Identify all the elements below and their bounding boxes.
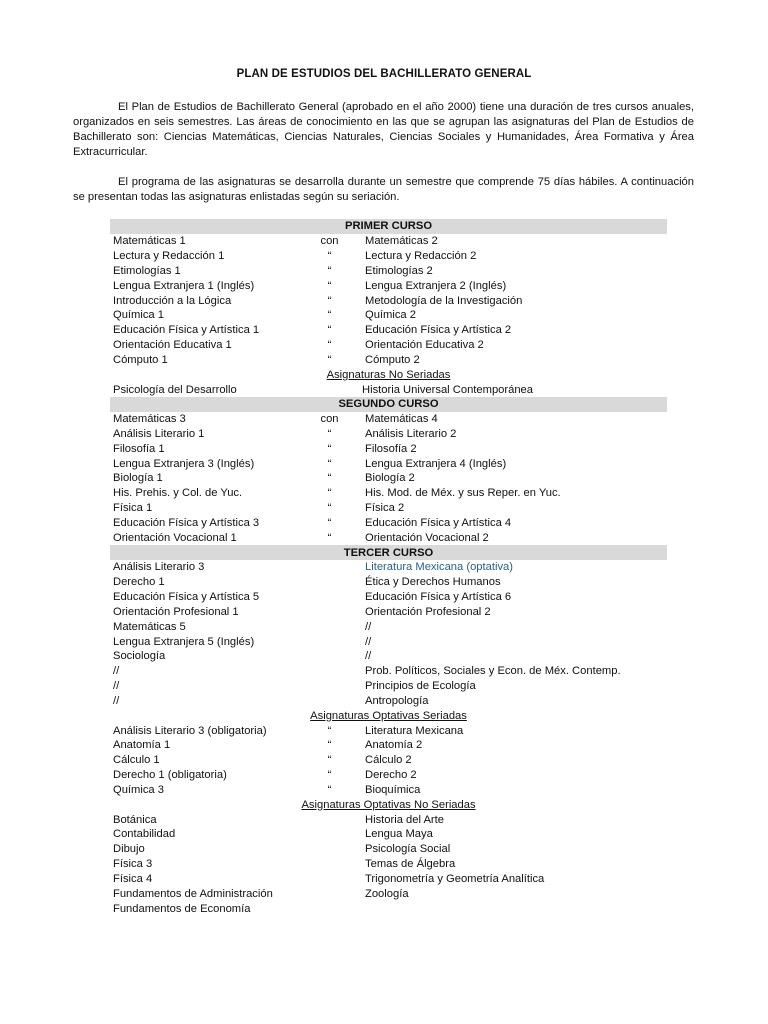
subject-first: // xyxy=(113,680,120,693)
subject-first: Biología 1 xyxy=(113,472,163,485)
subsection-header: Asignaturas No Seriadas xyxy=(326,368,451,381)
subject-second: His. Mod. de Méx. y sus Reper. en Yuc. xyxy=(365,487,561,500)
subject-second: Educación Física y Artística 2 xyxy=(365,324,512,337)
subject-first: Cálculo 1 xyxy=(113,754,160,767)
subject-second: Psicología Social xyxy=(365,843,451,856)
subject-first: Física 4 xyxy=(113,872,153,885)
table-row xyxy=(110,649,667,664)
subject-first: Psicología del Desarrollo xyxy=(113,383,237,396)
seriation-mark: “ xyxy=(327,783,332,796)
spacer-cell xyxy=(297,382,362,397)
subsection-header: Asignaturas Optativas No Seriadas xyxy=(301,798,476,811)
seriation-mark xyxy=(297,649,362,664)
table-row xyxy=(110,501,667,516)
document-title: PLAN DE ESTUDIOS DEL BACHILLERATO GENERAL xyxy=(236,68,532,80)
table-row xyxy=(110,619,667,634)
subject-second: Orientación Educativa 2 xyxy=(365,339,484,352)
intro-paragraph: El Plan de Estudios de Bachillerato General (aprobado en el año 2000) tiene una duración de tres cursos anuales, organizados en seis semestres. Las áreas de conocimiento en las que se agrupan las asignaturas del Plan de Estudios de Bachillerato son: Ciencias Matemáticas, Ciencias Naturales, Ciencias Sociales y Humanidades, Área Formativa y Área Extracurricular. xyxy=(73,101,694,158)
table-row xyxy=(110,634,667,649)
subject-first: Lengua Extranjera 5 (Inglés) xyxy=(113,635,255,648)
subject-first: Matemáticas 3 xyxy=(113,413,186,426)
subject-second: Literatura Mexicana (optativa) xyxy=(365,561,513,574)
subject-first: Fundamentos de Administración xyxy=(113,887,273,900)
subject-first: Orientación Profesional 1 xyxy=(113,605,239,618)
optativas-no-seriadas-header xyxy=(110,797,667,812)
subject-second: Análisis Literario 2 xyxy=(365,428,457,440)
subject-second: Cómputo 2 xyxy=(365,353,420,366)
subject-second: Lengua Extranjera 4 (Inglés) xyxy=(365,457,507,470)
subject-first: Cómputo 1 xyxy=(113,353,168,366)
subject-first: Matemáticas 5 xyxy=(113,620,186,633)
subject-second: Matemáticas 2 xyxy=(365,235,438,248)
table-row xyxy=(110,857,667,872)
subject-second: Metodología de la Investigación xyxy=(365,294,523,307)
table-row xyxy=(110,842,667,857)
table-row xyxy=(110,234,667,249)
table-row xyxy=(110,664,667,679)
primer-curso-header xyxy=(110,219,667,234)
subject-second: Anatomía 2 xyxy=(365,739,423,752)
table-row xyxy=(110,901,667,916)
subject-first: His. Prehis. y Col. de Yuc. xyxy=(113,487,243,500)
subsection-header: Asignaturas Optativas Seriadas xyxy=(310,709,467,722)
seriation-mark: “ xyxy=(327,428,332,440)
subject-first: // xyxy=(113,694,120,707)
table-row xyxy=(110,560,667,575)
seriation-mark: “ xyxy=(327,769,332,782)
subject-second xyxy=(362,901,667,916)
subject-second: Física 2 xyxy=(365,502,405,515)
table-row xyxy=(110,441,667,456)
section-header: PRIMER CURSO xyxy=(110,219,667,234)
spacer-cell xyxy=(297,812,362,827)
seriation-mark xyxy=(297,560,362,575)
seriation-mark: con xyxy=(320,413,339,426)
section-header: SEGUNDO CURSO xyxy=(110,397,667,412)
seriation-mark: “ xyxy=(327,264,332,277)
table-row xyxy=(110,812,667,827)
subject-second: Química 2 xyxy=(365,309,416,322)
subject-second: Derecho 2 xyxy=(365,769,417,782)
table-row xyxy=(110,323,667,338)
subject-second: Orientación Vocacional 2 xyxy=(365,531,489,544)
subject-second: Trigonometría y Geometría Analítica xyxy=(365,872,545,885)
subject-first: Física 3 xyxy=(113,858,153,871)
seriation-mark: “ xyxy=(327,487,332,500)
table-row xyxy=(110,456,667,471)
subject-first: Derecho 1 (obligatoria) xyxy=(113,769,227,782)
table-row xyxy=(110,382,667,397)
seriation-mark: con xyxy=(320,235,339,248)
spacer-cell xyxy=(297,842,362,857)
subject-first: Análisis Literario 3 (obligatoria) xyxy=(113,724,267,737)
tercer-curso-header xyxy=(110,545,667,560)
seriation-mark: “ xyxy=(327,279,332,292)
seriation-mark xyxy=(297,605,362,620)
seriation-mark: “ xyxy=(327,457,332,470)
subject-first: Análisis Literario 3 xyxy=(113,561,205,574)
subject-second: Lengua Extranjera 2 (Inglés) xyxy=(365,279,507,292)
seriation-mark xyxy=(297,634,362,649)
table-row xyxy=(110,679,667,694)
spacer-cell xyxy=(297,886,362,901)
table-row xyxy=(110,471,667,486)
table-row xyxy=(110,827,667,842)
table-row xyxy=(110,412,667,427)
subject-first: Análisis Literario 1 xyxy=(113,428,205,440)
seriation-mark: “ xyxy=(327,324,332,337)
seriation-mark: “ xyxy=(327,472,332,485)
subject-first: Educación Física y Artística 3 xyxy=(113,516,260,529)
table-row xyxy=(110,352,667,367)
subject-first: // xyxy=(113,665,120,678)
table-row xyxy=(110,782,667,797)
spacer-cell xyxy=(297,901,362,916)
seriation-mark xyxy=(297,664,362,679)
table-row xyxy=(110,293,667,308)
subject-first: Educación Física y Artística 5 xyxy=(113,591,260,604)
table-row xyxy=(110,871,667,886)
seriation-mark: “ xyxy=(327,516,332,529)
table-row xyxy=(110,278,667,293)
subject-second: Lectura y Redacción 2 xyxy=(365,250,477,263)
section-header: TERCER CURSO xyxy=(110,545,667,560)
subject-first: Etimologías 1 xyxy=(113,264,181,277)
table-row xyxy=(110,308,667,323)
seriation-mark: “ xyxy=(327,294,332,307)
table-row xyxy=(110,427,667,442)
seriation-mark xyxy=(297,590,362,605)
table-row xyxy=(110,753,667,768)
subject-second: // xyxy=(365,650,372,663)
spacer-cell xyxy=(297,871,362,886)
subject-second: Antropología xyxy=(365,694,429,707)
table-row xyxy=(110,605,667,620)
seriation-mark: “ xyxy=(327,442,332,455)
subject-first: Matemáticas 1 xyxy=(113,235,186,248)
segundo-curso-header xyxy=(110,397,667,412)
table-row xyxy=(110,249,667,264)
table-row xyxy=(110,738,667,753)
subject-second: Bioquímica xyxy=(365,783,421,796)
table-row xyxy=(110,516,667,531)
subject-second: Literatura Mexicana xyxy=(365,724,464,737)
seriation-mark: “ xyxy=(327,739,332,752)
subject-first: Anatomía 1 xyxy=(113,739,171,752)
subject-second: Biología 2 xyxy=(365,472,415,485)
seriation-mark xyxy=(297,575,362,590)
subject-first: Lengua Extranjera 1 (Inglés) xyxy=(113,279,255,292)
subject-first: Química 3 xyxy=(113,783,164,796)
table-row xyxy=(110,575,667,590)
subject-first: Química 1 xyxy=(113,309,164,322)
seriation-mark: “ xyxy=(327,531,332,544)
subject-second: Cálculo 2 xyxy=(365,754,412,767)
seriation-mark: “ xyxy=(327,339,332,352)
subject-first: Botánica xyxy=(113,813,157,826)
subject-first: Orientación Vocacional 1 xyxy=(113,531,237,544)
seriation-mark: “ xyxy=(327,309,332,322)
subject-second: Historia Universal Contemporánea xyxy=(362,383,533,396)
spacer-cell xyxy=(297,827,362,842)
program-paragraph: El programa de las asignaturas se desarrolla durante un semestre que comprende 75 días hábiles. A continuación se presentan todas las asignaturas enlistadas según su seriación. xyxy=(73,176,694,203)
subject-second: Educación Física y Artística 4 xyxy=(365,516,512,529)
seriation-mark: “ xyxy=(327,724,332,737)
subject-first: Contabilidad xyxy=(113,828,176,841)
no-seriadas-header xyxy=(110,367,667,382)
table-row xyxy=(110,723,667,738)
subject-first: Educación Física y Artística 1 xyxy=(113,324,260,337)
subject-first: Lectura y Redacción 1 xyxy=(113,250,225,263)
seriation-mark: “ xyxy=(327,754,332,767)
seriation-mark: “ xyxy=(327,502,332,515)
table-row xyxy=(110,694,667,709)
subject-second: Etimologías 2 xyxy=(365,264,433,277)
subject-second: Ética y Derechos Humanos xyxy=(365,576,501,589)
subject-second: Orientación Profesional 2 xyxy=(365,605,491,618)
spacer-cell xyxy=(297,857,362,872)
subject-second: // xyxy=(365,635,372,648)
subject-second: Filosofía 2 xyxy=(365,442,417,455)
subject-second: Matemáticas 4 xyxy=(365,413,438,426)
table-row xyxy=(110,590,667,605)
table-row xyxy=(110,338,667,353)
subject-first: Derecho 1 xyxy=(113,576,165,589)
table-row xyxy=(110,530,667,545)
table-row xyxy=(110,263,667,278)
subject-second: Historia del Arte xyxy=(365,813,444,826)
subject-first: Sociología xyxy=(113,650,166,663)
seriation-mark xyxy=(297,679,362,694)
subject-second: Temas de Álgebra xyxy=(365,858,456,871)
subject-first: Fundamentos de Economía xyxy=(113,902,251,915)
optativas-seriadas-header xyxy=(110,708,667,723)
subject-first: Física 1 xyxy=(113,502,153,515)
subject-first: Introducción a la Lógica xyxy=(113,294,232,307)
seriation-mark xyxy=(297,619,362,634)
subject-second: Lengua Maya xyxy=(365,828,433,841)
seriation-mark xyxy=(297,694,362,709)
subject-second: Prob. Políticos, Sociales y Econ. de Méx. Contemp. xyxy=(365,665,621,678)
subject-second: Zoología xyxy=(365,887,409,900)
seriation-mark: “ xyxy=(327,250,332,263)
subject-second: // xyxy=(365,620,372,633)
subject-second: Principios de Ecología xyxy=(365,680,476,693)
subject-first: Filosofía 1 xyxy=(113,442,165,455)
subjects-table xyxy=(110,219,667,916)
table-row xyxy=(110,486,667,501)
subject-first: Lengua Extranjera 3 (Inglés) xyxy=(113,457,255,470)
table-row xyxy=(110,886,667,901)
subject-first: Orientación Educativa 1 xyxy=(113,339,232,352)
subject-first: Dibujo xyxy=(113,843,145,856)
subject-second: Educación Física y Artística 6 xyxy=(365,591,512,604)
table-row xyxy=(110,768,667,783)
seriation-mark: “ xyxy=(327,353,332,366)
